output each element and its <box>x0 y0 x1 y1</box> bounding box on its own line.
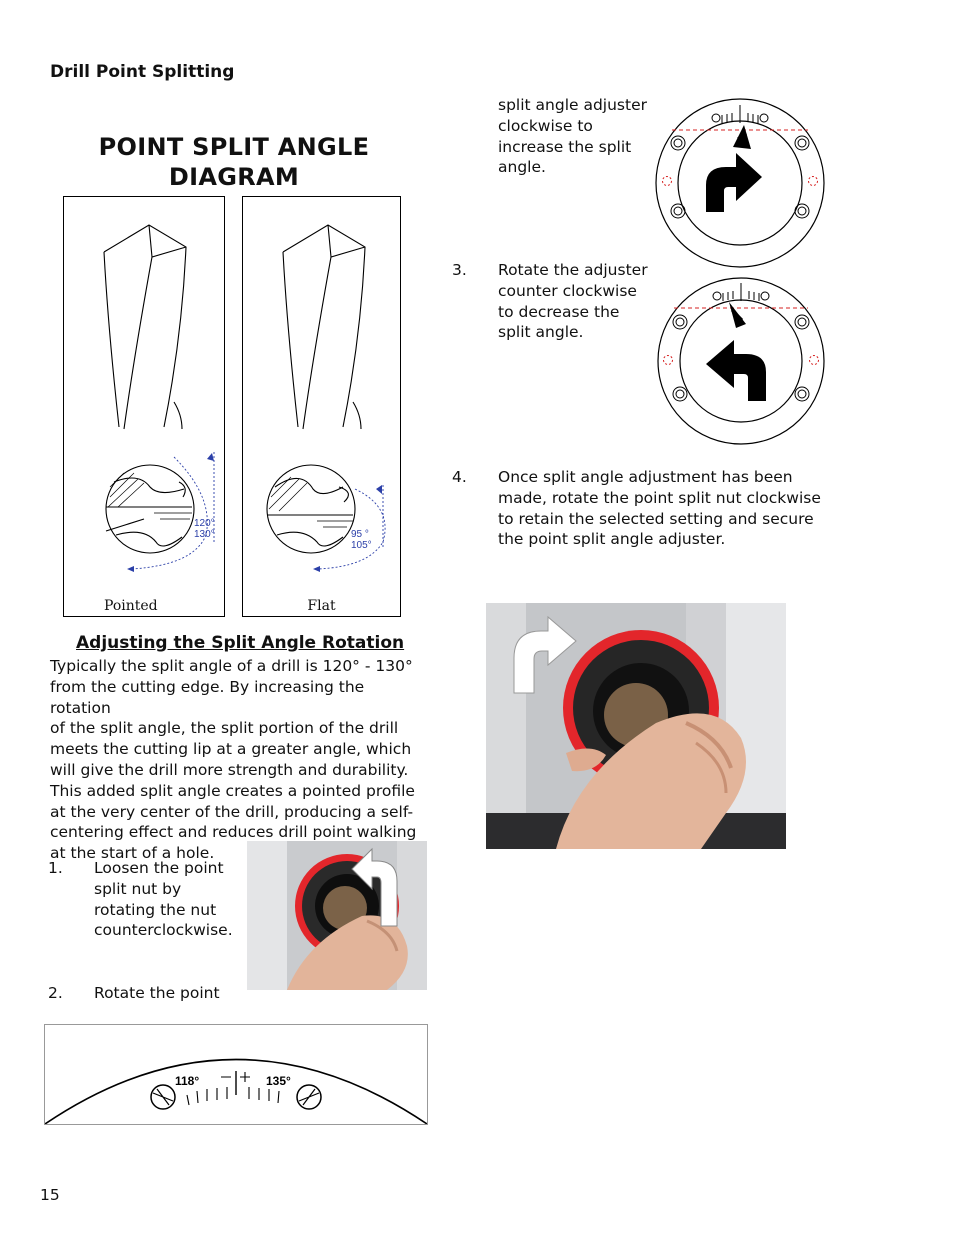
flat-label: Flat <box>307 598 336 614</box>
step-2-line: angle. <box>498 158 546 177</box>
step-1-line: rotating the nut <box>94 900 217 919</box>
section-title: Drill Point Splitting <box>50 62 235 82</box>
step-2-text: Rotate the point <box>94 984 220 1002</box>
step-1-line: Loosen the point <box>94 859 224 877</box>
split-angle-dial-closeup <box>44 1024 428 1125</box>
step-4-number: 4. <box>452 468 467 486</box>
step-4-line: made, rotate the point split nut clockwise <box>498 488 821 507</box>
paragraph-line: meets the cutting lip at a greater angle, which <box>50 740 412 759</box>
body-paragraph <box>50 656 425 864</box>
dial-scale-illustration <box>45 1025 427 1124</box>
paragraph-line: from the cutting edge. By increasing the rotation <box>50 677 365 717</box>
step-1-text <box>94 858 244 941</box>
step-2-line: clockwise to <box>498 116 593 135</box>
step-3-text <box>498 260 653 343</box>
photo-loosen-nut <box>247 841 427 990</box>
pointed-label: Pointed <box>104 598 158 614</box>
step-3-line: to decrease the <box>498 302 620 321</box>
step-3-number: 3. <box>452 261 467 279</box>
pointed-drill-illustration <box>64 197 224 616</box>
step-2-line: split angle adjuster <box>498 96 647 114</box>
paragraph-line: at the start of a hole. <box>50 844 215 863</box>
diagram-title-line2: DIAGRAM <box>168 163 300 191</box>
clockwise-adjust-diagram <box>654 97 826 269</box>
counterclockwise-dial-illustration <box>656 276 826 446</box>
paragraph-line: of the split angle, the split portion of the drill <box>50 719 399 738</box>
step-1-line: counterclockwise. <box>94 921 233 940</box>
paragraph-line: at the very center of the drill, producing a self- <box>50 802 414 821</box>
paragraph-line: centering effect and reduces drill point walking <box>50 823 417 842</box>
flat-angle-1: 95 ° <box>351 529 369 540</box>
paragraph-line: Typically the split angle of a drill is 120° - 130° <box>50 657 413 675</box>
step-2-line: increase the split <box>498 137 632 156</box>
subheading: Adjusting the Split Angle Rotation <box>76 633 405 653</box>
step-2-continued <box>498 95 648 178</box>
flat-angle-2: 105° <box>351 540 372 551</box>
step-2-number: 2. <box>48 984 63 1002</box>
step-4-line: Once split angle adjustment has been <box>498 468 793 486</box>
step-4-text <box>498 467 828 550</box>
pointed-angle-1: 120° <box>194 518 215 529</box>
diagram-title-line1: POINT SPLIT ANGLE <box>98 133 370 161</box>
photo-tighten-nut <box>486 603 786 849</box>
paragraph-line: This added split angle creates a pointed profile <box>50 781 415 800</box>
step-3-line: counter clockwise <box>498 281 637 300</box>
step-4-line: the point split angle adjuster. <box>498 530 726 549</box>
pointed-drill-panel <box>63 196 225 617</box>
clockwise-dial-illustration <box>654 97 826 269</box>
flat-drill-illustration <box>243 197 400 616</box>
step-1-line: split nut by <box>94 879 182 898</box>
tighten-nut-illustration <box>486 603 786 849</box>
dial-left-angle: 118° <box>175 1074 200 1088</box>
step-3-line: Rotate the adjuster <box>498 261 648 279</box>
step-1-number: 1. <box>48 859 63 877</box>
pointed-angle-2: 130° <box>194 529 215 540</box>
dial-right-angle: 135° <box>266 1074 291 1088</box>
step-4-line: to retain the selected setting and secure <box>498 509 814 528</box>
step-3-line: split angle. <box>498 323 584 342</box>
page-number: 15 <box>40 1186 60 1204</box>
diagram-title <box>64 132 404 192</box>
paragraph-line: will give the drill more strength and durability. <box>50 760 409 779</box>
flat-drill-panel <box>242 196 401 617</box>
counterclockwise-adjust-diagram <box>656 276 826 446</box>
loosen-nut-illustration <box>247 841 427 990</box>
